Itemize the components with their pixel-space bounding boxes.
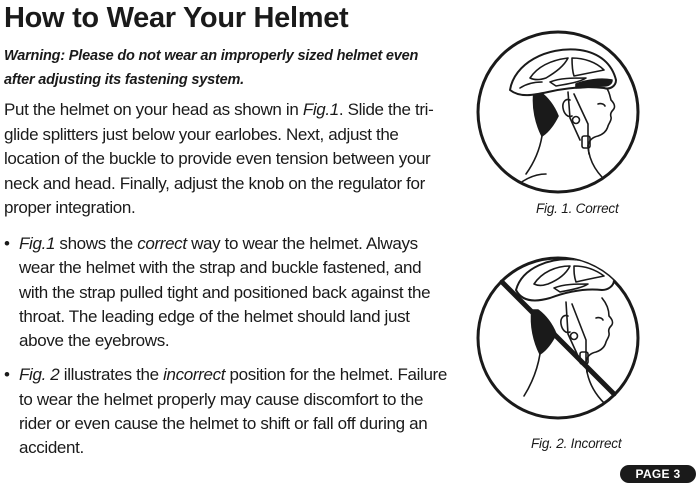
- bullet2-emphasis: incorrect: [163, 365, 226, 385]
- figure2-caption: Fig. 2. Incorrect: [531, 436, 622, 451]
- list-item-incorrect: [4, 363, 452, 460]
- bullet-marker: •: [4, 365, 10, 385]
- instruction-list: [4, 232, 452, 471]
- bullet2-text-part2: position for the helmet. Failure to wear the helmet properly may cause discomfort to the rider or even cause the helmet to shift or fall off during an accident.: [19, 365, 447, 458]
- intro-fig-reference: Fig.1: [302, 100, 339, 119]
- fig1-reference: Fig.1: [19, 234, 56, 253]
- page-number-badge: PAGE 3: [620, 465, 696, 483]
- bullet1-emphasis: correct: [137, 234, 187, 253]
- fig2-reference: Fig. 2: [19, 365, 60, 385]
- figure-correct-illustration: [476, 28, 640, 196]
- figure1-caption: Fig. 1. Correct: [536, 201, 619, 216]
- intro-paragraph: [4, 98, 452, 221]
- figure-incorrect-illustration: [476, 254, 640, 422]
- intro-text-part1: Put the helmet on your head as shown in: [4, 100, 303, 119]
- bullet1-text-part1: shows the: [55, 234, 138, 253]
- page-title: How to Wear Your Helmet: [4, 2, 349, 34]
- bullet1-text-part2: way to wear the helmet. Always wear the helmet with the strap and buckle fastened, and with the strap pulled tight and positioned back against the throat. The leading edge of the helmet should land just above the eyebrows.: [19, 234, 431, 351]
- bullet2-text-part1: illustrates the: [59, 365, 164, 385]
- intro-text-part2: . Slide the tri-glide splitters just below your earlobes. Next, adjust the location of the buckle to provide even tension between your neck and head. Finally, adjust the knob on the regulator for proper integration.: [4, 100, 434, 217]
- bullet-marker: •: [4, 234, 10, 253]
- list-item-correct: [4, 232, 452, 353]
- warning-text: Warning: Please do not wear an improperly sized helmet even after adjusting its fastening system.: [4, 48, 419, 88]
